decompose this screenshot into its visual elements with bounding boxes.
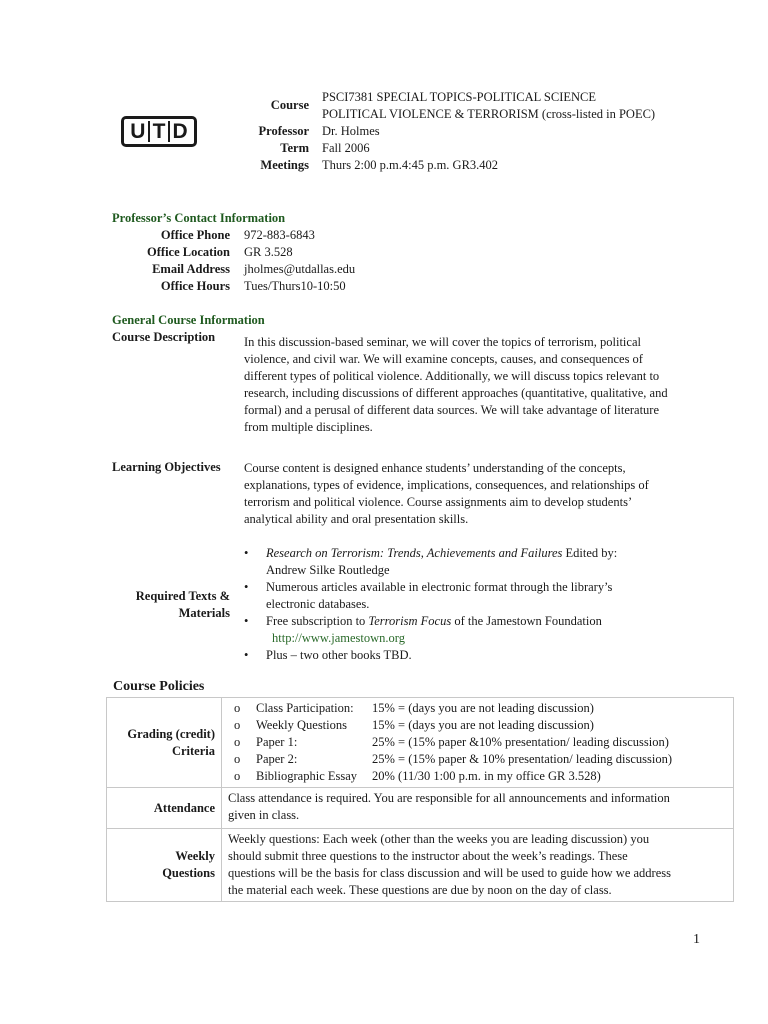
course-label: Course xyxy=(270,98,309,112)
description-line: violence, and civil war. We will examine concepts, causes, and consequences of xyxy=(244,352,643,366)
logo-letter-u: U xyxy=(130,120,146,143)
weekly-questions-label xyxy=(107,829,222,902)
course-title-line2: POLITICAL VIOLENCE & TERRORISM (cross-listed in POEC) xyxy=(322,107,656,121)
textbook-edited-by: Edited by: xyxy=(562,546,618,560)
professor-value: Dr. Holmes xyxy=(322,124,380,138)
weekly-line: questions will be the basis for class discussion and will be used to guide how we address xyxy=(228,866,671,880)
required-texts-label-line1: Required Texts & xyxy=(135,589,230,603)
grade-value: 15% = (days you are not leading discussion) xyxy=(372,718,594,732)
policies-table xyxy=(106,697,734,902)
bullet-icon: o xyxy=(234,718,241,732)
grade-name: Class Participation: xyxy=(256,701,354,715)
term-label: Term xyxy=(280,141,309,155)
office-phone-value: 972-883-6843 xyxy=(244,228,315,242)
grade-item xyxy=(234,700,727,717)
textbook-author: Andrew Silke Routledge xyxy=(266,563,390,577)
bullet-icon: o xyxy=(234,769,241,783)
course-description-text xyxy=(244,334,724,436)
utd-logo xyxy=(121,116,197,147)
course-policies-heading: Course Policies xyxy=(113,679,205,694)
weekly-line: Weekly questions: Each week (other than the weeks you are leading discussion) you xyxy=(228,832,650,846)
grade-item xyxy=(234,717,727,734)
logo-divider xyxy=(168,121,170,142)
meetings-label: Meetings xyxy=(260,158,309,172)
weekly-line: the material each week. These questions are due by noon on the day of class. xyxy=(228,883,612,897)
office-location-label: Office Location xyxy=(147,245,230,259)
learning-objectives-text xyxy=(244,460,724,528)
attendance-line: Class attendance is required. You are responsible for all announcements and information xyxy=(228,791,670,805)
grade-item xyxy=(234,734,727,751)
subscription-pre: Free subscription to xyxy=(266,614,369,628)
grade-name: Paper 1: xyxy=(256,735,298,749)
subscription-post: of the Jamestown Foundation xyxy=(451,614,602,628)
logo-letter-t: T xyxy=(152,120,166,143)
weekly-label-line2: Questions xyxy=(162,866,215,880)
general-info-heading: General Course Information xyxy=(112,313,265,327)
objectives-line: Course content is designed enhance students’ understanding of the concepts, xyxy=(244,461,626,475)
contact-heading: Professor’s Contact Information xyxy=(112,211,286,225)
list-item xyxy=(244,647,724,664)
required-texts-list xyxy=(244,545,724,664)
term-value: Fall 2006 xyxy=(322,141,370,155)
description-line: formal) and a perusal of different data sources. We will take advantage of literature xyxy=(244,403,660,417)
office-hours-value: Tues/Thurs10-10:50 xyxy=(244,279,346,293)
office-phone-label: Office Phone xyxy=(160,228,230,242)
required-texts-label xyxy=(110,588,230,622)
attendance-label: Attendance xyxy=(107,788,222,829)
logo-divider xyxy=(148,121,150,142)
subscription-title: Terrorism Focus xyxy=(368,614,452,628)
office-location-value: GR 3.528 xyxy=(244,245,293,259)
table-row xyxy=(107,698,734,788)
objectives-line: analytical ability and oral presentation skills. xyxy=(244,512,469,526)
list-item xyxy=(244,613,724,647)
weekly-line: should submit three questions to the instructor about the week’s readings. These xyxy=(228,849,628,863)
learning-objectives-label: Learning Objectives xyxy=(112,460,221,474)
weekly-questions-text xyxy=(222,829,734,902)
grading-label-line1: Grading (credit) xyxy=(127,726,215,741)
email-label: Email Address xyxy=(152,262,230,276)
grading-label xyxy=(107,698,222,788)
professor-label: Professor xyxy=(258,124,309,138)
description-line: different types of political violence. Additionally, we will discuss topics relevant to xyxy=(244,369,660,383)
grade-name: Bibliographic Essay xyxy=(256,769,358,783)
description-line: research, including discussions of different approaches (quantitative, qualitative, and xyxy=(244,386,668,400)
articles-line1: Numerous articles available in electronic format through the library’s xyxy=(266,580,613,594)
jamestown-link[interactable]: http://www.jamestown.org xyxy=(272,631,405,645)
table-row xyxy=(107,788,734,829)
other-books: Plus – two other books TBD. xyxy=(266,648,412,662)
grade-name: Weekly Questions xyxy=(256,718,347,732)
bullet-icon: o xyxy=(234,701,241,715)
meetings-value: Thurs 2:00 p.m.4:45 p.m. GR3.402 xyxy=(322,158,499,172)
office-hours-label: Office Hours xyxy=(160,279,230,293)
grade-item xyxy=(234,768,727,785)
page-number: 1 xyxy=(693,932,700,947)
grade-value: 20% (11/30 1:00 p.m. in my office GR 3.528) xyxy=(372,769,601,783)
logo-letter-d: D xyxy=(172,120,188,143)
attendance-line: given in class. xyxy=(228,808,300,822)
articles-line2: electronic databases. xyxy=(266,597,370,611)
objectives-line: explanations, types of evidence, implications, consequences, and relationships of xyxy=(244,478,649,492)
grade-item xyxy=(234,751,727,768)
grading-criteria xyxy=(222,698,734,788)
course-description-label: Course Description xyxy=(112,330,216,344)
grade-name: Paper 2: xyxy=(256,752,298,766)
bullet-icon: o xyxy=(234,752,241,766)
grade-value: 25% = (15% paper &10% presentation/ leading discussion) xyxy=(372,735,669,749)
list-item xyxy=(244,579,724,613)
grade-value: 25% = (15% paper & 10% presentation/ leading discussion) xyxy=(372,752,673,766)
description-line: from multiple disciplines. xyxy=(244,420,373,434)
description-line: In this discussion-based seminar, we will cover the topics of terrorism, political xyxy=(244,335,641,349)
email-value[interactable]: jholmes@utdallas.edu xyxy=(244,262,356,276)
bullet-icon: o xyxy=(234,735,241,749)
list-item xyxy=(244,545,724,579)
objectives-line: terrorism and political violence. Course assignments aim to develop students’ xyxy=(244,495,633,509)
textbook-title: Research on Terrorism: Trends, Achievements and Failures xyxy=(266,546,563,560)
attendance-text xyxy=(222,788,734,829)
course-title-line1: PSCI7381 SPECIAL TOPICS-POLITICAL SCIENCE xyxy=(322,90,596,104)
grading-label-line2: Criteria xyxy=(171,743,215,758)
required-texts-label-line2: Materials xyxy=(178,606,230,620)
table-row xyxy=(107,829,734,902)
weekly-label-line1: Weekly xyxy=(175,849,215,863)
grade-value: 15% = (days you are not leading discussion) xyxy=(372,701,594,715)
